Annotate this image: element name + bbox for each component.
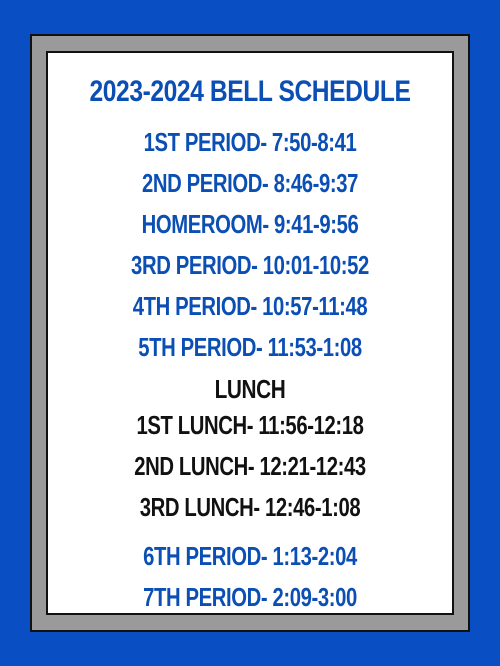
- schedule-panel: [48, 53, 452, 613]
- poster-frame: [30, 34, 470, 632]
- schedule-row-3rd-period: 3RD PERIOD- 10:01-10:52: [131, 250, 369, 280]
- lunch-heading: LUNCH: [214, 374, 286, 404]
- schedule-row-1st-period: 1ST PERIOD- 7:50-8:41: [143, 127, 357, 157]
- schedule-row-2nd-period: 2ND PERIOD- 8:46-9:37: [141, 168, 359, 198]
- schedule-row-5th-period: 5TH PERIOD- 11:53-1:08: [138, 332, 362, 362]
- poster-inner-border: [46, 51, 454, 615]
- schedule-row-2nd-lunch: 2ND LUNCH- 12:21-12:43: [134, 451, 366, 481]
- schedule-row-homeroom: HOMEROOM- 9:41-9:56: [141, 209, 359, 239]
- schedule-row-3rd-lunch: 3RD LUNCH- 12:46-1:08: [139, 492, 361, 522]
- schedule-row-7th-period: 7TH PERIOD- 2:09-3:00: [143, 582, 357, 612]
- poster-border: [32, 36, 468, 630]
- schedule-row-1st-lunch: 1ST LUNCH- 11:56-12:18: [136, 410, 364, 440]
- schedule-title: 2023-2024 BELL SCHEDULE: [89, 75, 411, 108]
- schedule-row-6th-period: 6TH PERIOD- 1:13-2:04: [143, 541, 357, 571]
- schedule-row-4th-period: 4TH PERIOD- 10:57-11:48: [132, 291, 368, 321]
